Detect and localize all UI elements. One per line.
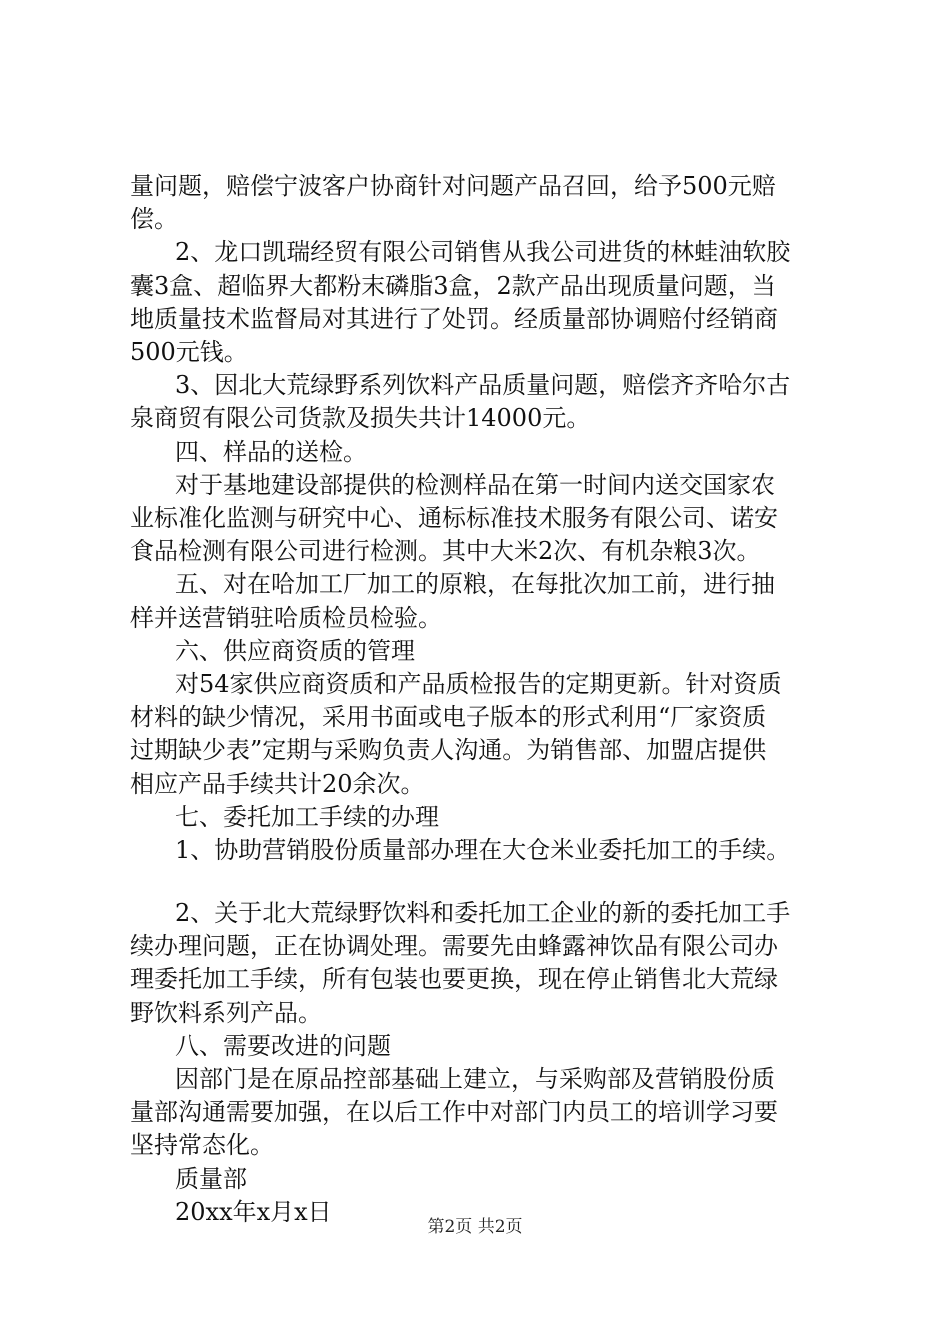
text-line: 材料的缺少情况，采用书面或电子版本的形式利用“厂家资质: [130, 703, 767, 731]
text-line: 样并送营销驻哈质检员检验。: [130, 604, 442, 632]
text-line: 500元钱。: [130, 338, 248, 366]
text-line: 续办理问题，正在协调处理。需要先由蜂露神饮品有限公司办: [130, 932, 778, 960]
text-line: 1、协助营销股份质量部办理在大仓米业委托加工的手续。: [175, 836, 791, 864]
text-line: 2、关于北大荒绿野饮料和委托加工企业的新的委托加工手: [175, 899, 791, 927]
section-heading: 四、样品的送检。: [175, 438, 367, 466]
text-line: 野饮料系列产品。: [130, 999, 322, 1027]
text-line: 偿。: [130, 205, 178, 233]
section-heading: 七、委托加工手续的办理: [175, 803, 439, 831]
text-line: 量问题，赔偿宁波客户协商针对问题产品召回，给予500元赔: [130, 172, 776, 200]
text-line: 地质量技术监督局对其进行了处罚。经质量部协调赔付经销商: [130, 305, 778, 333]
text-line: 3、因北大荒绿野系列饮料产品质量问题，赔偿齐齐哈尔古: [175, 371, 791, 399]
text-line: 量部沟通需要加强，在以后工作中对部门内员工的培训学习要: [130, 1098, 778, 1126]
text-line: 过期缺少表”定期与采购负责人沟通。为销售部、加盟店提供: [130, 736, 767, 764]
page-footer: 第2页 共2页: [427, 1217, 523, 1237]
text-line: 对于基地建设部提供的检测样品在第一时间内送交国家农: [175, 471, 775, 499]
text-line: 食品检测有限公司进行检测。其中大米2次、有机杂粮3次。: [130, 537, 761, 565]
text-line: 因部门是在原品控部基础上建立，与采购部及营销股份质: [175, 1065, 775, 1093]
text-line: 质量部: [175, 1165, 247, 1193]
text-line: 囊3盒、超临界大都粉末磷脂3盒，2款产品出现质量问题，当: [130, 272, 776, 300]
text-line: 2、龙口凯瑞经贸有限公司销售从我公司进货的林蛙油软胶: [175, 238, 791, 266]
section-heading: 六、供应商资质的管理: [175, 637, 415, 665]
text-line: 理委托加工手续，所有包装也要更换，现在停止销售北大荒绿: [130, 965, 778, 993]
text-line: 业标准化监测与研究中心、通标标准技术服务有限公司、诺安: [130, 504, 778, 532]
text-line: 泉商贸有限公司货款及损失共计14000元。: [130, 404, 591, 432]
text-line: 相应产品手续共计20余次。: [130, 770, 425, 798]
text-line: 对54家供应商资质和产品质检报告的定期更新。针对资质: [175, 670, 782, 698]
section-heading: 八、需要改进的问题: [175, 1032, 391, 1060]
text-line: 20xx年x月x日: [175, 1198, 332, 1226]
text-line: 坚持常态化。: [130, 1131, 274, 1159]
text-line: 五、对在哈加工厂加工的原粮，在每批次加工前，进行抽: [175, 570, 775, 598]
